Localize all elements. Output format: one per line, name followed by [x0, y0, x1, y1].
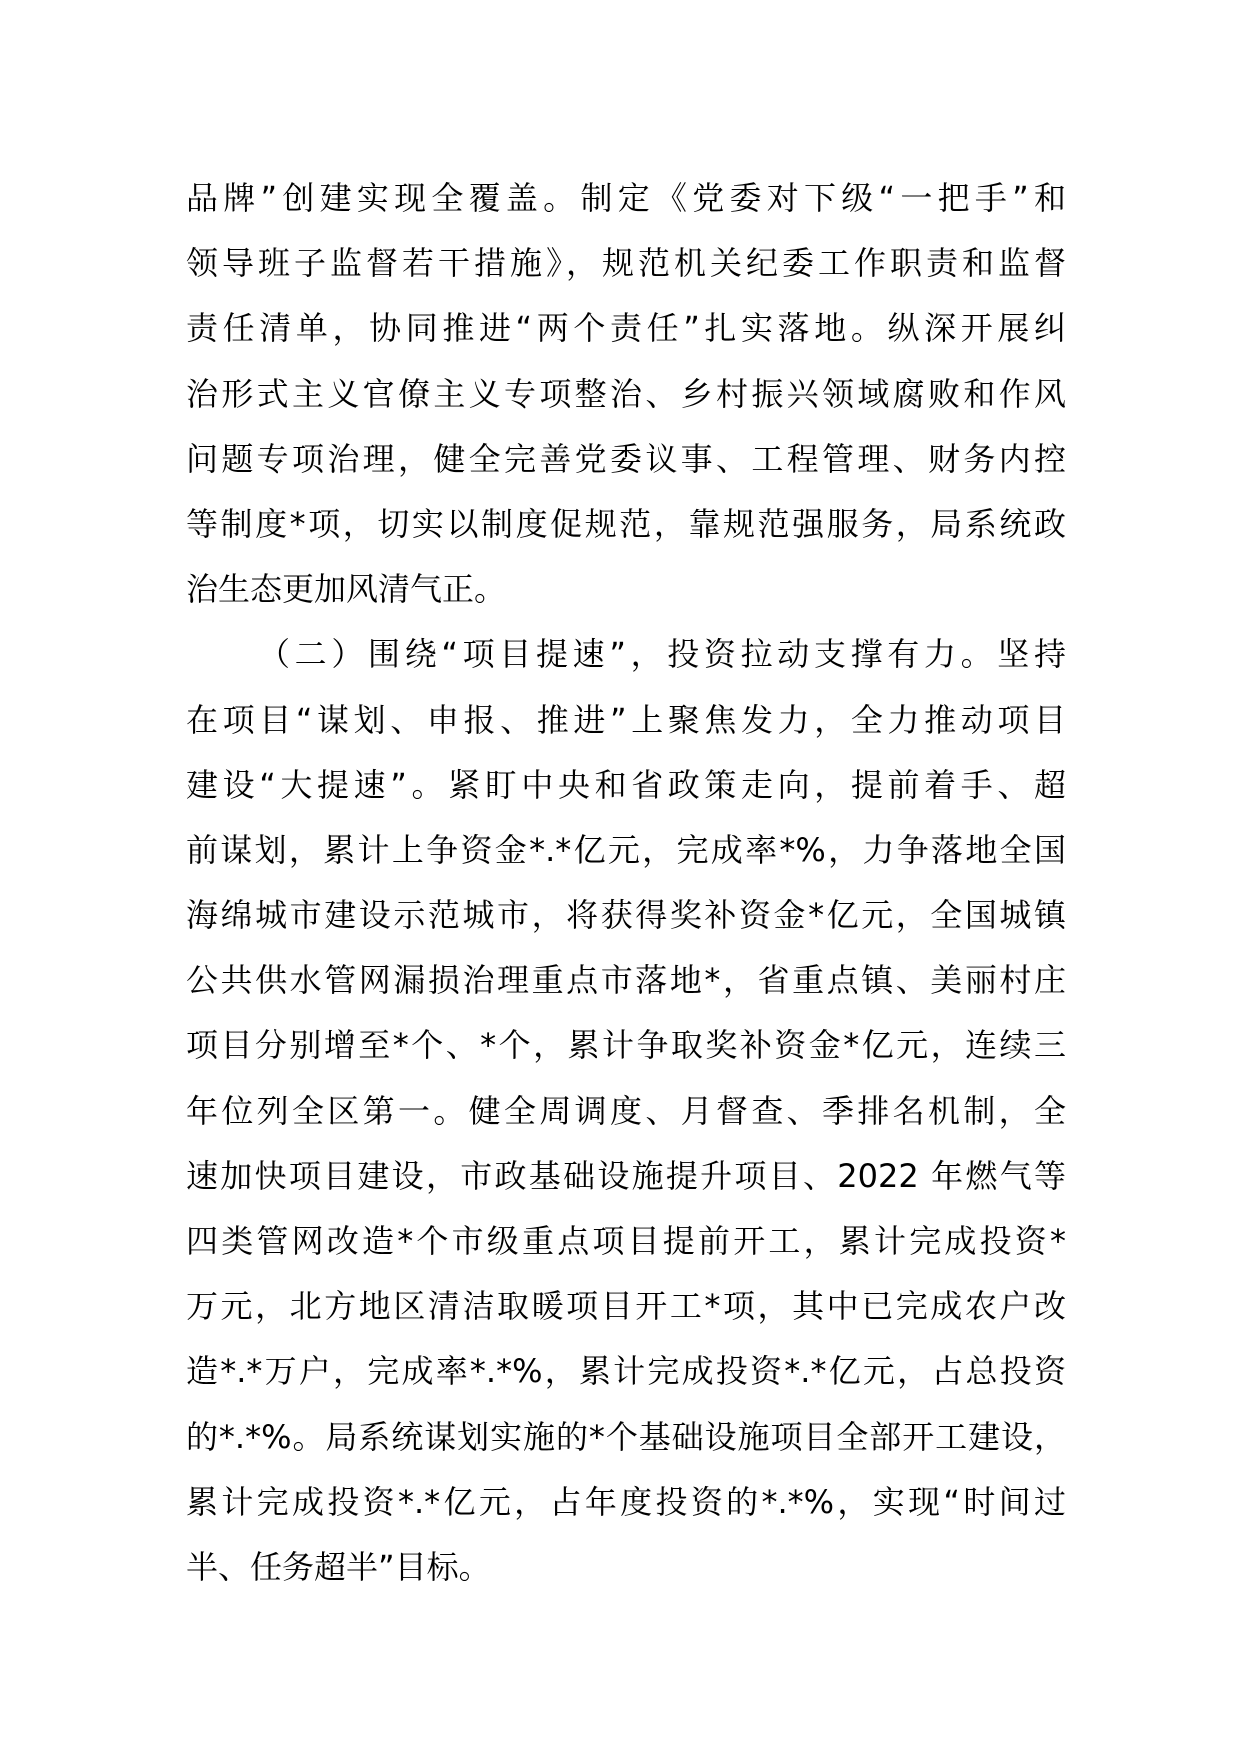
- paragraph-2: [186, 622, 1066, 1600]
- text-line: 累计完成投资*.*亿元，占年度投资的*.*%，实现“时间过: [186, 1482, 1066, 1521]
- text-line: 项目分别增至*个、*个，累计争取奖补资金*亿元，连续三: [186, 1026, 1066, 1065]
- text-line: 治形式主义官僚主义专项整治、乡村振兴领域腐败和作风: [186, 374, 1066, 413]
- text-line: 建设“大提速”。紧盯中央和省政策走向，提前着手、超: [186, 765, 1066, 804]
- text-line: 在项目“谋划、申报、推进”上聚焦发力，全力推动项目: [186, 700, 1066, 739]
- text-line: 速加快项目建设，市政基础设施提升项目、2022 年燃气等: [186, 1156, 1066, 1195]
- text-line: 等制度*项，切实以制度促规范，靠规范强服务，局系统政: [186, 504, 1066, 543]
- section-heading-line: （二）围绕“项目提速”，投资拉动支撑有力。坚持: [258, 635, 1066, 674]
- text-line: 治生态更加风清气正。: [186, 570, 507, 609]
- text-line: 领导班子监督若干措施》，规范机关纪委工作职责和监督: [186, 244, 1066, 283]
- body-text: [186, 166, 1066, 1600]
- text-line: 海绵城市建设示范城市，将获得奖补资金*亿元，全国城镇: [186, 896, 1066, 935]
- text-line: 四类管网改造*个市级重点项目提前开工，累计完成投资*: [186, 1222, 1066, 1260]
- text-line: 责任清单，协同推进“两个责任”扎实落地。纵深开展纠: [186, 309, 1066, 348]
- text-line: 问题专项治理，健全完善党委议事、工程管理、财务内控: [186, 439, 1066, 478]
- text-line: 万元，北方地区清洁取暖项目开工*项，其中已完成农户改: [186, 1287, 1066, 1326]
- text-line: 公共供水管网漏损治理重点市落地*，省重点镇、美丽村庄: [186, 961, 1066, 1000]
- text-line: 半、任务超半”目标。: [186, 1547, 491, 1586]
- text-line: 品牌”创建实现全覆盖。制定《党委对下级“一把手”和: [186, 179, 1066, 217]
- text-line: 的*.*%。局系统谋划实施的*个基础设施项目全部开工建设，: [186, 1417, 1066, 1456]
- text-line: 前谋划，累计上争资金*.*亿元，完成率*%，力争落地全国: [186, 830, 1066, 869]
- text-line: 造*.*万户，完成率*.*%，累计完成投资*.*亿元，占总投资: [186, 1352, 1066, 1391]
- text-line: 年位列全区第一。健全周调度、月督查、季排名机制，全: [186, 1091, 1066, 1130]
- paragraph-1: [186, 166, 1066, 622]
